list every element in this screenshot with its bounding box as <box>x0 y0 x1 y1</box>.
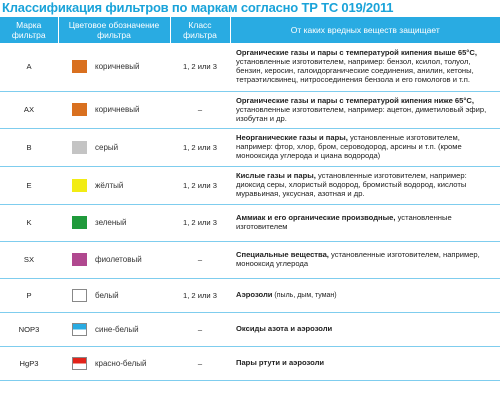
color-name: зеленый <box>95 218 127 227</box>
description-text: установленные изготовителем <box>236 213 452 231</box>
protection-description <box>230 312 500 346</box>
filter-class: – <box>170 241 230 278</box>
color-cell <box>58 91 170 128</box>
color-swatch <box>72 323 87 336</box>
filter-class: – <box>170 312 230 346</box>
table-row <box>0 128 500 166</box>
filter-class: 1, 2 или 3 <box>170 278 230 312</box>
color-cell <box>58 43 170 91</box>
description-bold: Оксиды азота и аэрозоли <box>236 324 333 333</box>
header-protects: От каких вредных веществ защищает <box>230 17 500 43</box>
filter-mark: HgP3 <box>0 346 58 380</box>
color-name: сине-белый <box>95 324 139 334</box>
protection-description <box>230 91 500 128</box>
color-cell <box>58 312 170 346</box>
color-cell <box>58 166 170 204</box>
table-row <box>0 166 500 204</box>
color-cell <box>58 241 170 278</box>
header-color: Цветовое обозначение фильтра <box>58 17 170 43</box>
color-name: фиолетовый <box>95 255 142 264</box>
color-swatch <box>72 289 87 302</box>
filter-class: 1, 2 или 3 <box>170 166 230 204</box>
color-name: серый <box>95 142 119 152</box>
filter-mark: SX <box>0 241 58 278</box>
table-row <box>0 91 500 128</box>
description-bold: Специальные вещества, <box>236 250 329 259</box>
color-swatch <box>72 141 87 154</box>
table-body <box>0 43 500 380</box>
description-bold: Органические газы и пары с температурой кипения ниже 65°С, <box>236 95 474 105</box>
filter-class: – <box>170 346 230 380</box>
table-row <box>0 346 500 380</box>
description-bold: Аэрозоли <box>236 290 273 299</box>
table-row <box>0 278 500 312</box>
description-bold: Аммиак и его органические производные, <box>236 213 396 222</box>
description-bold: Пары ртути и аэрозоли <box>236 358 325 367</box>
color-swatch <box>72 253 87 266</box>
filter-class: – <box>170 91 230 128</box>
color-swatch <box>72 60 87 73</box>
description-text: установленные изготовителем, например: диоксид серы, хлористый водород, бромистый водород, кислоты муравьиная, уксусная, азотная и др. <box>236 171 467 198</box>
filter-class: 1, 2 или 3 <box>170 128 230 166</box>
table-header-row <box>0 17 500 43</box>
protection-description <box>230 204 500 241</box>
color-name: коричневый <box>95 105 140 114</box>
protection-description <box>230 241 500 278</box>
filter-mark: AX <box>0 91 58 128</box>
color-swatch <box>72 103 87 116</box>
filter-mark: K <box>0 204 58 241</box>
table-row <box>0 43 500 91</box>
filter-mark: B <box>0 128 58 166</box>
header-class: Класс фильтра <box>170 17 230 43</box>
description-text: установленные изготовителем, например: бензол, ксилол, толуол, бензин, керосин, галоидорганические соединения, анилин, кетоны, тетраэтилсвинец, нитросоединения бензола и его гомологов и т.п. <box>236 57 474 85</box>
protection-description <box>230 128 500 166</box>
filter-mark: P <box>0 278 58 312</box>
protection-description <box>230 278 500 312</box>
color-swatch <box>72 179 87 192</box>
color-name: жёлтый <box>95 180 124 190</box>
filter-mark: E <box>0 166 58 204</box>
filter-mark: A <box>0 43 58 91</box>
color-cell <box>58 278 170 312</box>
protection-description <box>230 346 500 380</box>
filter-mark: NOP3 <box>0 312 58 346</box>
color-name: белый <box>95 290 119 300</box>
description-bold: Кислые газы и пары, <box>236 171 316 180</box>
filter-class: 1, 2 или 3 <box>170 204 230 241</box>
color-cell <box>58 128 170 166</box>
table-row <box>0 204 500 241</box>
color-swatch <box>72 357 87 370</box>
page-title: Классификация фильтров по маркам согласно ТР ТС 019/2011 <box>2 0 394 15</box>
description-bold: Неорганические газы и пары, <box>236 133 348 142</box>
description-note: (пыль, дым, туман) <box>272 292 337 299</box>
color-cell <box>58 204 170 241</box>
filter-classification-table <box>0 17 500 381</box>
header-mark: Марка фильтра <box>0 17 58 43</box>
color-name: красно-белый <box>95 358 147 368</box>
description-bold: Органические газы и пары с температурой кипения выше 65°С, <box>236 48 477 58</box>
description-text: установленные изготовителем, например: ацетон, диметиловый эфир, изобутан и др. <box>236 104 487 123</box>
description-text: установленные изготовителем, например, монооксид углерода <box>236 250 480 268</box>
table-row <box>0 241 500 278</box>
protection-description <box>230 43 500 91</box>
table-row <box>0 312 500 346</box>
color-cell <box>58 346 170 380</box>
protection-description <box>230 166 500 204</box>
color-swatch <box>72 216 87 229</box>
description-text: установленные изготовителем, например: фтор, хлор, бром, сероводород, арсины и т.п. (кроме монооксида углерода и циана водорода) <box>236 133 462 160</box>
color-name: коричневый <box>95 62 140 72</box>
filter-class: 1, 2 или 3 <box>170 43 230 91</box>
